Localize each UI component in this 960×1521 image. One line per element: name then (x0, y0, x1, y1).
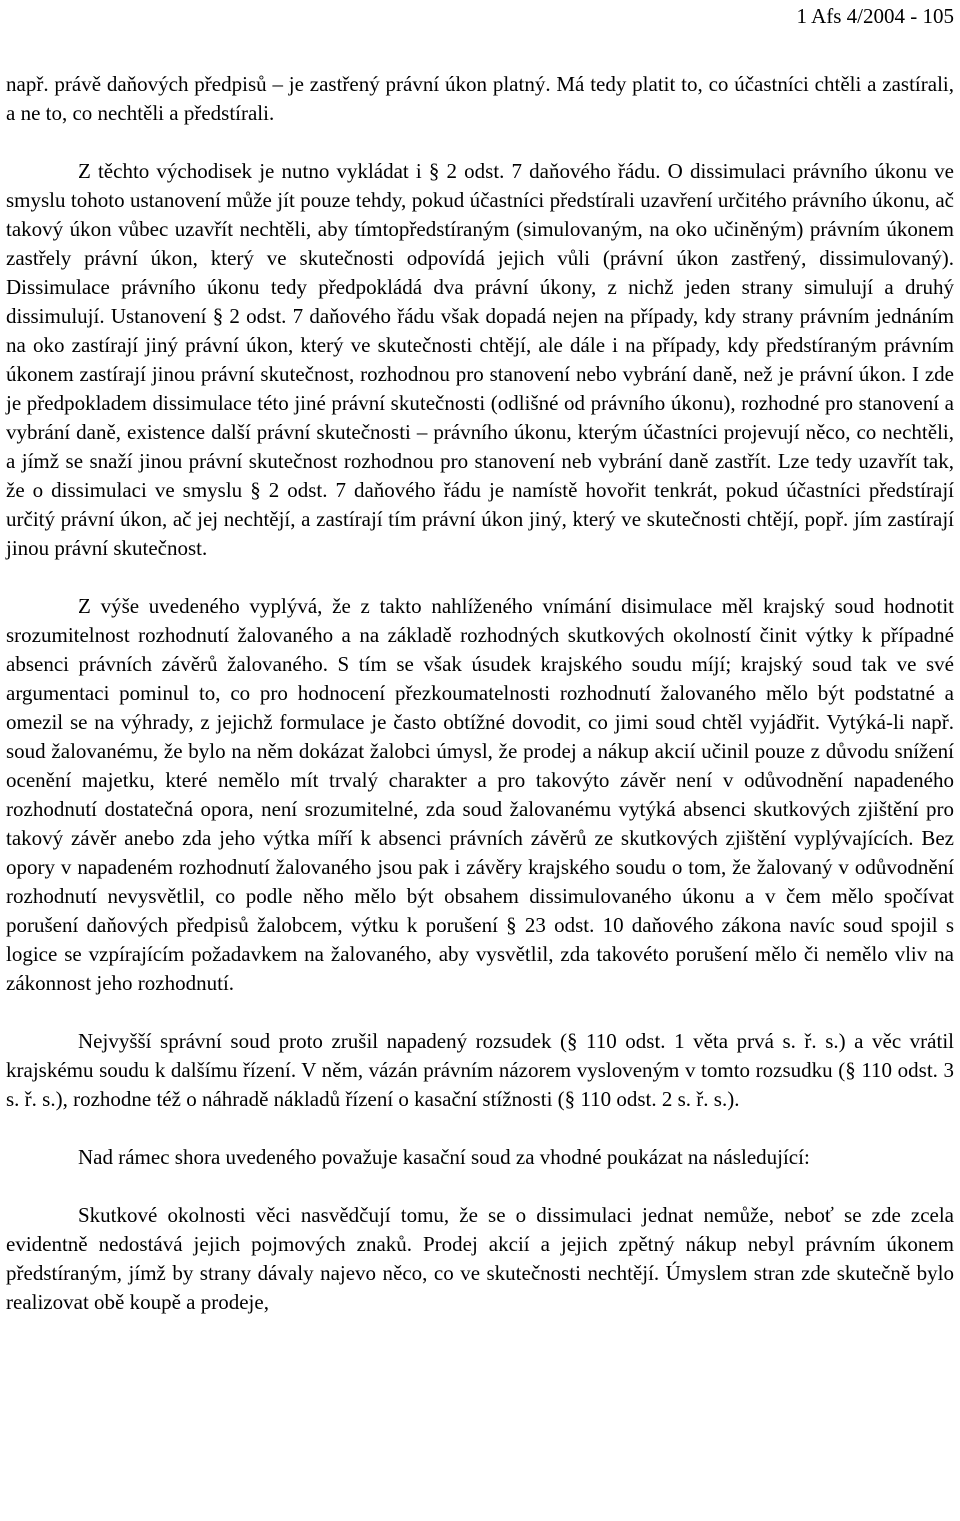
document-reference-header: 1 Afs 4/2004 - 105 (796, 4, 954, 28)
paragraph-beyond-scope: Nad rámec shora uvedeného považuje kasační soud za vhodné poukázat na následující: (78, 1145, 810, 1169)
document-page (6, 0, 954, 1317)
paragraph-continuation: např. právě daňových předpisů – je zastřený právní úkon platný. Má tedy platit to, co účastníci chtěli a zastírali, a ne to, co nechtěli a předstírali. (6, 72, 954, 125)
paragraph-factual-circumstances: Skutkové okolnosti věci nasvědčují tomu, že se o dissimulaci jednat nemůže, neboť se zde zcela evidentně nedostává jejich pojmových znaků. Prodej akcií a jejich zpětný nákup nebyl právním úkonem předstíraným, jímž by strany dávaly najevo něco, co ve skutečnosti nechtějí. Úmyslem stran zde skutečně bylo realizovat obě koupě a prodeje, (6, 1203, 954, 1314)
paragraph-court-decision: Nejvyšší správní soud proto zrušil napadený rozsudek (§ 110 odst. 1 věta prvá s. ř. s.) a věc vrátil krajskému soudu k dalšímu řízení. V něm, vázán právním názorem vysloveným v tomto rozsudku (§ 110 odst. 3 s. ř. s.), rozhodne též o náhradě nákladů řízení o kasační stížnosti (§ 110 odst. 2 s. ř. s.). (6, 1029, 954, 1111)
paragraph-dissimulation-interpretation: Z těchto východisek je nutno vykládat i § 2 odst. 7 daňového řádu. O dissimulaci právního úkonu ve smyslu tohoto ustanovení může jít pouze tehdy, pokud účastníci předstírali uzavření určitého právního úkonu, ač takový úkon vůbec uzavřít nechtěli, aby tímtopředstíraným (simulovaným, na oko učiněným) právním úkonem zastřely právní úkon, který ve skutečnosti odpovídá jejich vůli (právní úkon zastřený, dissimulovaný). Dissimulace právního úkonu tedy předpokládá dva právní úkony, z nichž jeden strany simulují a druhý dissimulují. Ustanovení § 2 odst. 7 daňového řádu však dopadá nejen na případy, kdy strany právním jednáním na oko zastírají jiný právní úkon, který ve skutečnosti chtějí, ale dále i na případy, kdy předstíraným právním úkonem zastírají jinou právní skutečnost, rozhodnou pro stanovení nebo vybrání daně, než je právní úkon. I zde je předpokladem dissimulace této jiné právní skutečnosti (odlišné od právního úkonu), rozhodné pro stanovení a vybrání daně, existence další právní skutečnosti – právního úkonu, kterým účastníci projevují něco, co nechtěli, a jímž se snaží jinou právní skutečnost rozhodnou pro stanovení neb vybrání daně zastřít. Lze tedy uzavřít tak, že o dissimulaci ve smyslu § 2 odst. 7 daňového řádu je namístě hovořit tenkrát, pokud účastníci předstírají určitý právní úkon, ač jej nechtějí, a zastírají tím právní úkon jiný, který ve skutečnosti chtějí, popř. jím zastírají jinou právní skutečnost. (6, 159, 954, 560)
paragraph-regional-court-assessment: Z výše uvedeného vyplývá, že z takto nahlíženého vnímání disimulace měl krajský soud hodnotit srozumitelnost rozhodnutí žalovaného a na základě rozhodných skutkových okolností činit výtky k případné absenci právních závěrů žalovaného. S tím se však úsudek krajského soudu míjí; krajský soud tak ve své argumentaci pominul to, co pro hodnocení přezkoumatelnosti rozhodnutí žalovaného mělo být podstatné a omezil se na výhrady, z jejichž formulace je často obtížné dovodit, co jimi soud chtěl vyjádřit. Vytýká-li např. soud žalovanému, že bylo na něm dokázat žalobci úmysl, že prodej a nákup akcií učinil pouze z důvodu snížení ocenění majetku, které nemělo mít trvalý charakter a pro takovýto závěr není v odůvodnění napadeného rozhodnutí dostatečná opora, není srozumitelné, zda soud žalovanému vytýká absenci skutkových zjištění pro takový závěr anebo zda jeho výtka míří k absenci právních závěrů ze skutkových zjištění vyplývajících. Bez opory v napadeném rozhodnutí žalovaného jsou pak i závěry krajského soudu o tom, že žalovaný v odůvodnění rozhodnutí nevysvětlil, co podle něho mělo být obsahem dissimulovaného úkonu a v čem mělo spočívat porušení daňových předpisů žalobcem, výtku k porušení § 23 odst. 10 daňového zákona navíc soud spojil s logice se vzpírajícím požadavkem na žalovaného, aby vysvětlil, zda takovéto porušení mělo či nemělo vliv na zákonnost jeho rozhodnutí. (6, 594, 954, 995)
